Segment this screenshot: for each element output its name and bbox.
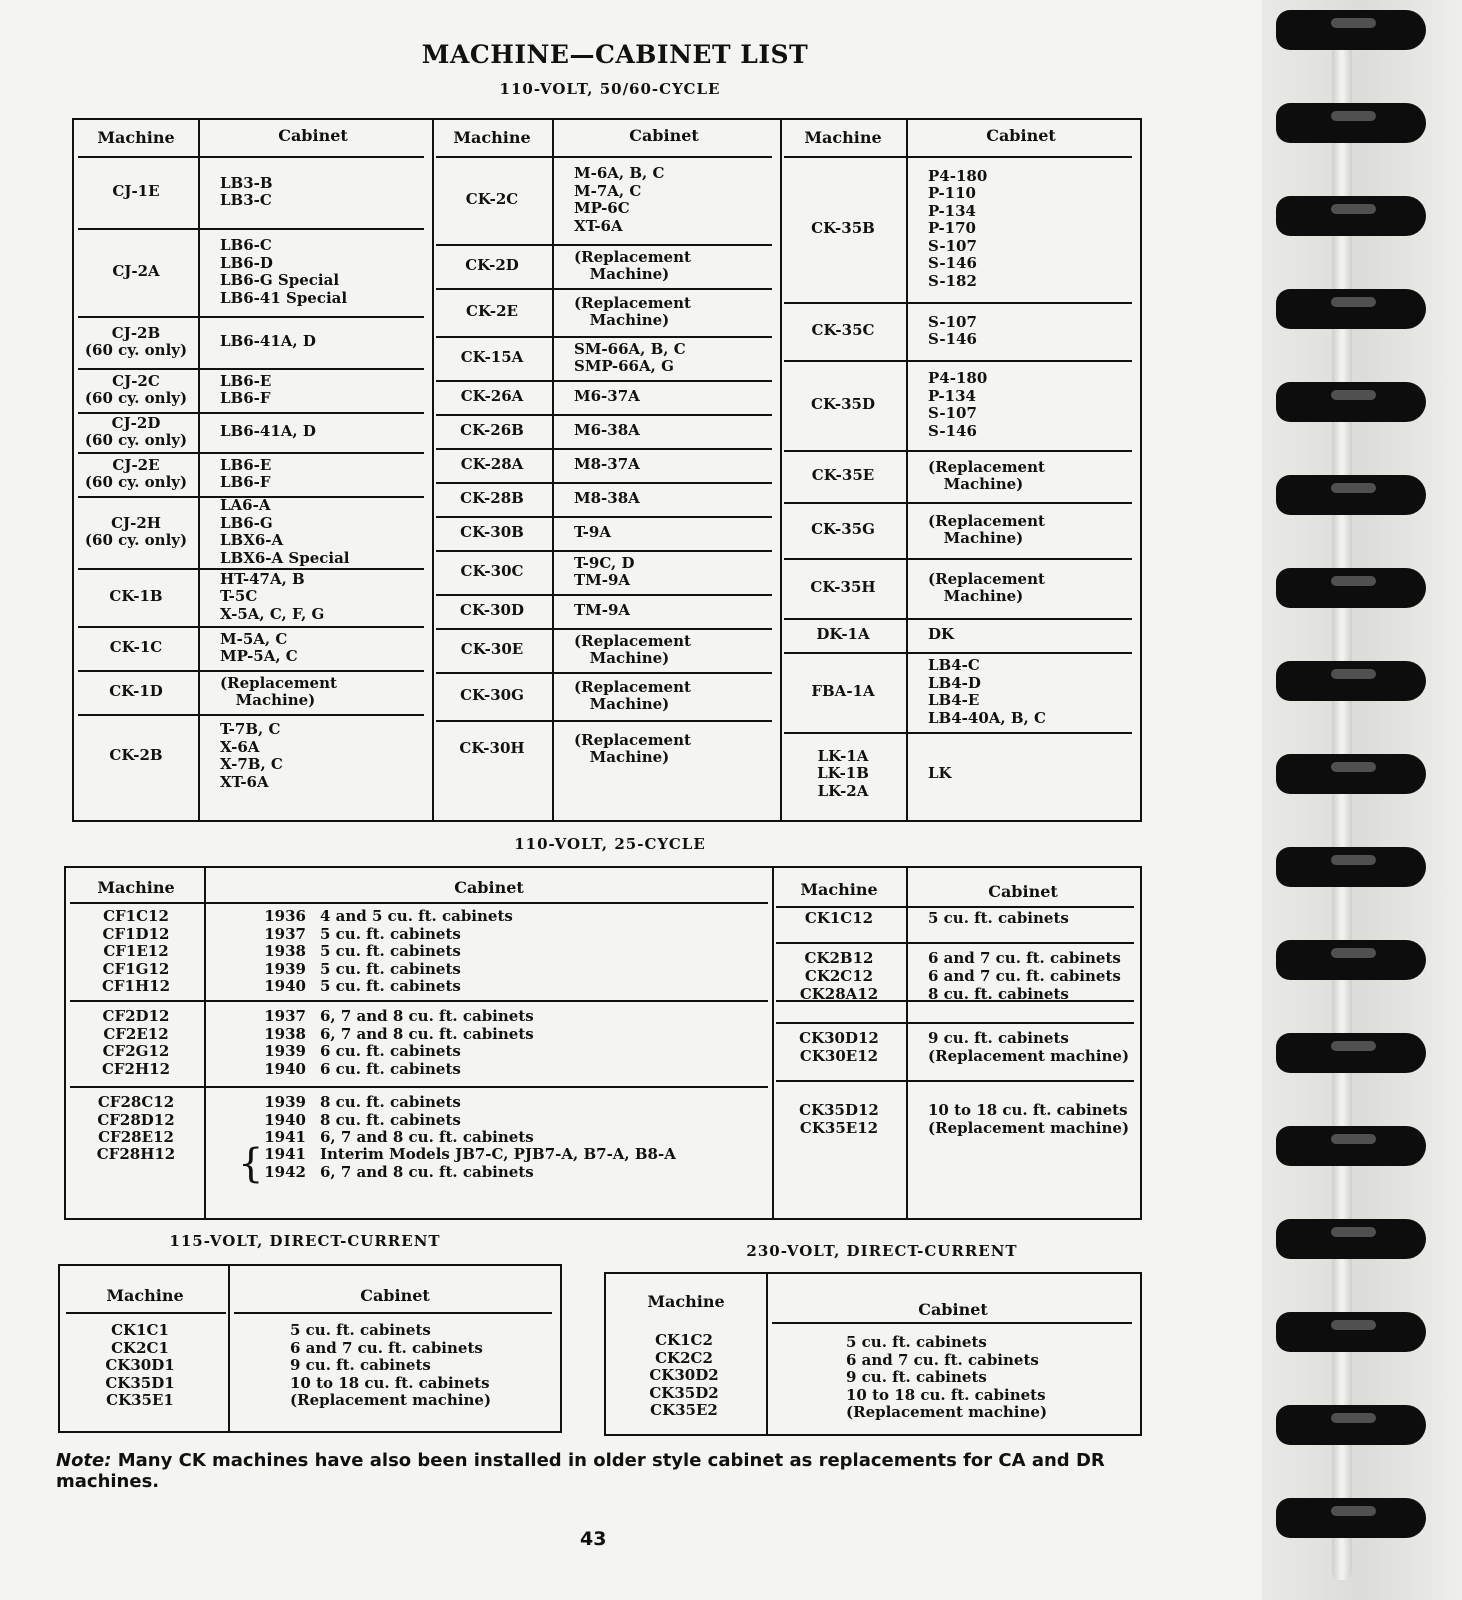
row-rule [436,672,772,674]
binding-ring [1276,847,1426,887]
machine-cell: CK30D12 CK30E12 [799,1029,879,1065]
binding-ring [1276,1312,1426,1352]
machine-cell: CK1C12 [804,909,874,927]
cabinet-cell: LB3-B LB3-C [220,173,273,209]
cabinet-cell: 4 and 5 cu. ft. cabinets 5 cu. ft. cabinets 5 cu. ft. cabinets 5 cu. ft. cabinets 5 cu. ft. cabinets [320,907,513,995]
row-rule [784,618,1132,620]
binding-ring [1276,1498,1426,1538]
row-rule [784,450,1132,452]
cabinet-cell: T-9C, D TM-9A [574,553,635,589]
machine-cell: CK-26B [460,421,524,440]
binding-ring [1276,1219,1426,1259]
row-rule [776,906,1134,908]
binding-ring [1276,103,1426,143]
row-rule [78,670,424,672]
row-rule [234,1312,552,1314]
binding-ring [1276,940,1426,980]
machine-cell: CK2B12 CK2C12 [804,949,874,985]
machine-cell: CK-35C [811,321,875,340]
table-115v-dc [58,1264,562,1433]
cabinet-cell: M6-37A [574,387,640,406]
cabinet-cell: LB4-C LB4-D LB4-E LB4-40A, B, C [928,656,1046,727]
cabinet-cell: (Replacement Machine) [574,293,691,329]
binding-ring [1276,382,1426,422]
binding-ring [1276,754,1426,794]
brace-glyph: { [238,1141,264,1187]
machine-cell: CJ-2A [112,262,160,281]
machine-cell: CK-2D [465,256,519,275]
row-rule [66,1312,226,1314]
cabinet-cell: 10 to 18 cu. ft. cabinets (Replacement machine) [928,1101,1130,1137]
row-rule [436,414,772,416]
cabinet-cell: M8-38A [574,489,640,508]
row-rule [784,732,1132,734]
header-machine: Machine [647,1292,725,1311]
machine-cell: CJ-2H (60 cy. only) [84,513,188,549]
row-rule [70,1086,768,1088]
row-rule [436,380,772,382]
machine-list: CK1C1 CK2C1 CK30D1 CK35D1 CK35E1 [105,1321,175,1409]
machine-cell: CJ-2C (60 cy. only) [84,371,188,407]
header-cabinet: Cabinet [918,1300,988,1319]
row-rule [78,228,424,230]
row-rule [436,482,772,484]
section-110v-25-title: 110-VOLT, 25-CYCLE [514,835,706,853]
row-rule [78,626,424,628]
machine-cell: CK-2B [109,746,163,765]
header-cabinet: Cabinet [278,126,348,145]
row-rule [70,1000,768,1002]
machine-cell: CK-28B [460,489,524,508]
table-110v-5060 [72,118,1142,822]
row-rule [436,720,772,722]
machine-cell: CF2D12 CF2E12 CF2G12 CF2H12 [101,1007,171,1078]
row-rule [784,558,1132,560]
year-cell: 1941 1942 [264,1145,306,1181]
column-divider [552,120,554,820]
machine-cell: CJ-2B (60 cy. only) [84,323,188,359]
binding-ring [1276,1126,1426,1166]
header-cabinet: Cabinet [360,1286,430,1305]
cabinet-cell: LB6-E LB6-F [220,455,272,491]
binding-ring [1276,475,1426,515]
machine-cell: CF28C12 CF28D12 CF28E12 [97,1093,175,1146]
row-rule [436,628,772,630]
section-110v-5060-title: 110-VOLT, 50/60-CYCLE [499,80,721,98]
header-machine: Machine [804,128,882,147]
row-rule [772,1322,1132,1324]
row-rule [436,156,772,158]
row-rule [78,714,424,716]
machine-cell: CK-28A [460,455,524,474]
cabinet-cell: 6 and 7 cu. ft. cabinets 6 and 7 cu. ft. cabinets [928,949,1121,985]
machine-cell: CK-1C [109,638,163,657]
section-230v-dc-title: 230-VOLT, DIRECT-CURRENT [746,1242,1018,1260]
machine-cell: LK-1A LK-1B LK-2A [817,746,869,800]
row-rule [436,516,772,518]
machine-cell: CK-35G [811,520,875,539]
row-rule [70,902,768,904]
machine-cell: FBA-1A [811,682,875,701]
cabinet-cell: T-9A [574,523,611,542]
cabinet-list: 5 cu. ft. cabinets 6 and 7 cu. ft. cabinets 9 cu. ft. cabinets 10 to 18 cu. ft. cabinets (Replacement machine) [290,1321,492,1409]
machine-cell: CK-35D [811,395,875,414]
machine-cell: CJ-2D (60 cy. only) [84,413,188,449]
row-rule [78,368,424,370]
header-machine: Machine [106,1286,184,1305]
cabinet-cell: LA6-A LB6-G LBX6-A LBX6-A Special [220,496,350,567]
cabinet-cell: LB6-41A, D [220,332,316,351]
table-110v-25 [64,866,1142,1220]
machine-cell: CK-1D [109,682,163,701]
cabinet-cell: 8 cu. ft. cabinets [928,985,1069,1003]
machine-cell: CK-30G [460,686,524,705]
binding-ring [1276,289,1426,329]
machine-cell: CF1C12 CF1D12 CF1E12 CF1G12 CF1H12 [101,907,171,995]
cabinet-cell: M-6A, B, C M-7A, C MP-6C XT-6A [574,164,665,235]
row-rule [784,156,1132,158]
header-cabinet: Cabinet [988,882,1058,901]
cabinet-cell: 9 cu. ft. cabinets (Replacement machine) [928,1029,1130,1065]
machine-cell: CK-30C [460,562,524,581]
row-rule [436,336,772,338]
cabinet-cell: (Replacement Machine) [928,511,1045,547]
footnote [56,1450,1176,1492]
row-rule [436,288,772,290]
machine-cell: CK35D12 CK35E12 [799,1101,879,1137]
cabinet-cell: 8 cu. ft. cabinets 8 cu. ft. cabinets 6, 7 and 8 cu. ft. cabinets [320,1093,534,1146]
row-rule [776,1080,1134,1082]
row-rule [776,1022,1134,1024]
note-text: Many CK machines have also been installed in older style cabinet as replacements for CA and DR machines. [56,1450,1105,1492]
machine-cell: CK-35H [810,578,876,597]
cabinet-cell: DK [928,625,955,644]
cabinet-cell: M-5A, C MP-5A, C [220,629,298,665]
cabinet-cell: SM-66A, B, C SMP-66A, G [574,339,686,375]
year-cell: 1937 1938 1939 1940 [264,1007,306,1078]
header-cabinet: Cabinet [454,878,524,897]
row-rule [784,302,1132,304]
binding-ring [1276,568,1426,608]
cabinet-cell: LB6-C LB6-D LB6-G Special LB6-41 Special [220,236,348,307]
table-divider [228,1266,230,1431]
cabinet-cell: (Replacement Machine) [574,730,691,766]
cabinet-cell: LB6-E LB6-F [220,371,272,407]
cabinet-cell: LB6-41A, D [220,422,316,441]
machine-cell: CK-2C [465,190,519,209]
machine-cell: CJ-1E [112,182,160,201]
machine-cell: CK-2E [466,302,518,321]
cabinet-cell: T-7B, C X-6A X-7B, C XT-6A [220,720,283,791]
header-machine: Machine [97,878,175,897]
year-cell: 1939 1940 1941 [264,1093,306,1146]
year-cell: 1936 1937 1938 1939 1940 [264,907,306,995]
row-rule [784,360,1132,362]
cabinet-cell: TM-9A [574,601,631,620]
header-cabinet: Cabinet [986,126,1056,145]
row-rule [784,502,1132,504]
header-machine: Machine [453,128,531,147]
binding-ring [1276,1033,1426,1073]
row-rule [78,316,424,318]
page-title: MACHINE—CABINET LIST [421,40,809,69]
row-rule [436,448,772,450]
section-115v-dc-title: 115-VOLT, DIRECT-CURRENT [169,1232,441,1250]
machine-cell: CK28A12 [799,985,879,1003]
machine-cell: CK-30B [460,523,524,542]
cabinet-cell: P4-180 P-134 S-107 S-146 [928,369,988,440]
row-rule [776,942,1134,944]
spiral-binding [1262,0,1462,1600]
row-rule [436,594,772,596]
cabinet-cell: HT-47A, B T-5C X-5A, C, F, G [220,569,325,623]
cabinet-cell: (Replacement Machine) [220,673,337,709]
cabinet-cell: 6, 7 and 8 cu. ft. cabinets 6, 7 and 8 cu. ft. cabinets 6 cu. ft. cabinets 6 cu. ft. cabinets [320,1007,534,1078]
row-rule [78,156,424,158]
cabinet-cell: M8-37A [574,455,640,474]
row-rule [436,550,772,552]
row-rule [784,652,1132,654]
cabinet-cell: S-107 S-146 [928,312,977,348]
row-rule [436,244,772,246]
cabinet-cell: (Replacement Machine) [574,247,691,283]
cabinet-cell: (Replacement Machine) [928,457,1045,493]
binding-ring [1276,196,1426,236]
machine-cell: CJ-2E (60 cy. only) [84,455,188,491]
machine-cell: CK-30D [460,601,524,620]
column-divider [906,120,908,820]
cabinet-cell: M6-38A [574,421,640,440]
machine-cell: CK-30E [460,640,524,659]
cabinet-cell: LK [928,764,952,783]
machine-list: CK1C2 CK2C2 CK30D2 CK35D2 CK35E2 [649,1331,719,1419]
cabinet-cell: (Replacement Machine) [574,631,691,667]
table-230v-dc [604,1272,1142,1436]
header-machine: Machine [800,880,878,899]
machine-cell: CK-15A [460,348,524,367]
page-number: 43 [580,1528,607,1550]
header-cabinet: Cabinet [629,126,699,145]
binding-ring [1276,1405,1426,1445]
machine-cell: CK-35B [811,219,875,238]
machine-cell: CK-1B [109,587,163,606]
machine-cell: CK-26A [460,387,524,406]
note-label: Note: [56,1450,112,1471]
machine-cell: CF28H12 [96,1145,176,1163]
machine-cell: DK-1A [816,625,870,644]
binding-ring [1276,661,1426,701]
column-divider [906,868,908,1218]
machine-cell: CK-35E [811,466,875,485]
machine-cell: CK-30H [459,739,525,758]
row-rule [78,452,424,454]
cabinet-list: 5 cu. ft. cabinets 6 and 7 cu. ft. cabinets 9 cu. ft. cabinets 10 to 18 cu. ft. cabinets (Replacement machine) [846,1333,1048,1421]
table-divider [766,1274,768,1434]
cabinet-cell: Interim Models JB7-C, PJB7-A, B7-A, B8-A 6, 7 and 8 cu. ft. cabinets [320,1145,676,1181]
cabinet-cell: P4-180 P-110 P-134 P-170 S-107 S-146 S-182 [928,166,988,290]
cabinet-cell: (Replacement Machine) [574,677,691,713]
cabinet-cell: (Replacement Machine) [928,569,1045,605]
header-machine: Machine [97,128,175,147]
binding-ring [1276,10,1426,50]
cabinet-cell: 5 cu. ft. cabinets [928,909,1069,927]
